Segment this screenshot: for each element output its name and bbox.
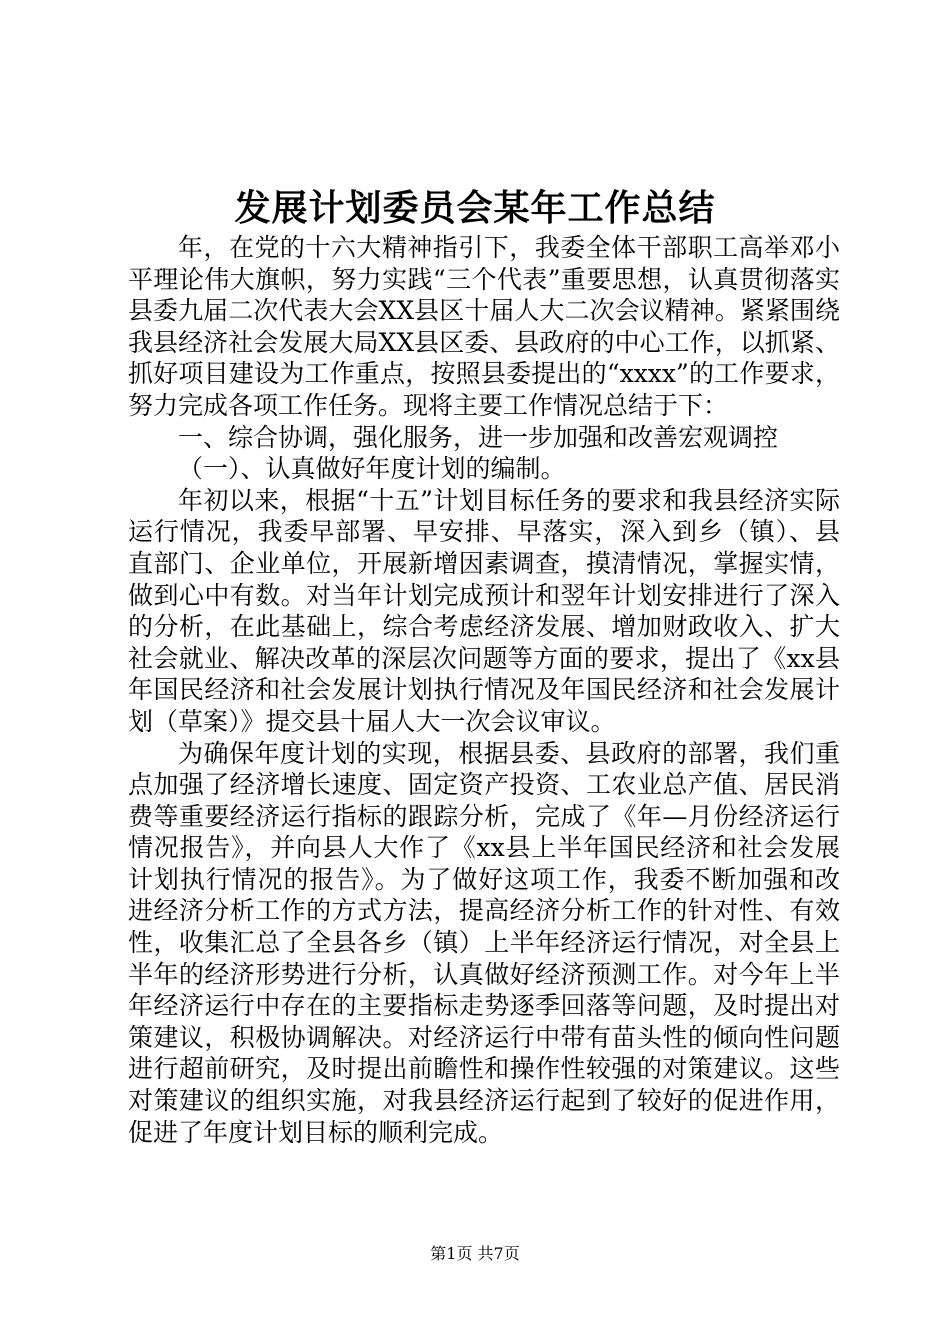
paragraph-annual-plan: 年初以来，根据“十五”计划目标任务的要求和我县经济实际运行情况，我委早部署、早安排、早落实，深入到乡（镇）、县直部门、企业单位，开展新增因素调查，摸清情况，掌握实情，做到心中有数。对当年计划完成预计和翌年计划安排进行了深入的分析，在此基础上，综合考虑经济发展、增加财政收入、扩大社会就业、解决改革的深层次问题等方面的要求，提出了《xx县年国民经济和社会发展计划执行情况及年国民经济和社会发展计划（草案）》提交县十届人大一次会议审议。 (128, 485, 840, 736)
document-body (128, 232, 840, 1148)
section-heading: 一、综合协调，强化服务，进一步加强和改善宏观调控 (178, 422, 779, 452)
paragraph-plan-execution: 为确保年度计划的实现，根据县委、县政府的部署，我们重点加强了经济增长速度、固定资产投资、工农业总产值、居民消费等重要经济运行指标的跟踪分析，完成了《年—月份经济运行情况报告》，并向县人大作了《xx县上半年国民经济和社会发展计划执行情况的报告》。为了做好这项工作，我委不断加强和改进经济分析工作的方式方法，提高经济分析工作的针对性、有效性，收集汇总了全县各乡（镇）上半年经济运行情况，对全县上半年的经济形势进行分析，认真做好经济预测工作。对今年上半年经济运行中存在的主要指标走势逐季回落等问题，及时提出对策建议，积极协调解决。对经济运行中带有苗头性的倾向性问题进行超前研究，及时提出前瞻性和操作性较强的对策建议。这些对策建议的组织实施，对我县经济运行起到了较好的促进作用，促进了年度计划目标的顺利完成。 (128, 738, 840, 1147)
page-number-footer: 第1页 共7页 (430, 1244, 520, 1263)
subsection-heading: （一）、认真做好年度计划的编制。 (178, 454, 566, 484)
paragraph-intro: 年，在党的十六大精神指引下，我委全体干部职工高举邓小平理论伟大旗帜，努力实践“三个代表”重要思想，认真贯彻落实县委九届二次代表大会XX县区十届人大二次会议精神。紧紧围绕我县经济社会发展大局XX县区委、县政府的中心工作，以抓紧、抓好项目建设为工作重点，按照县委提出的“xxxx”的工作要求，努力完成各项工作任务。现将主要工作情况总结于下： (128, 233, 840, 420)
document-title: 发展计划委员会某年工作总结 (234, 187, 716, 229)
